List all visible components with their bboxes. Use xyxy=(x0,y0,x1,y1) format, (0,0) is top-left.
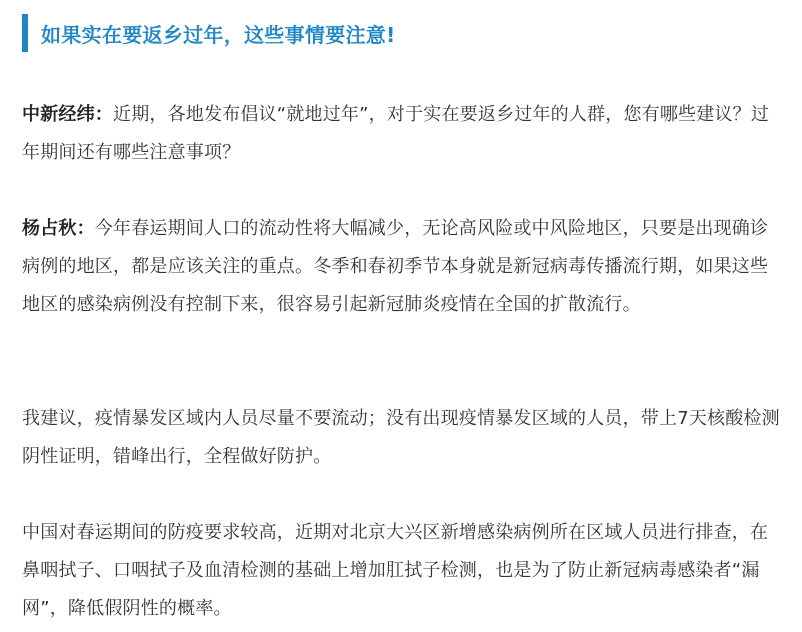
paragraph-text: 今年春运期间人口的流动性将大幅减少，无论高风险或中风险地区，只要是出现确诊病例的地区，都是应该关注的重点。冬季和春初季节本身就是新冠病毒传播流行期，如果这些地区的感染病例没有控制下来，很容易引起新冠肺炎疫情在全国的扩散流行。 xyxy=(22,218,769,315)
section-header xyxy=(22,14,396,52)
speaker-label: 中新经纬： xyxy=(22,104,113,125)
paragraph-suggestion xyxy=(22,400,782,476)
paragraph-text: 我建议，疫情暴发区域内人员尽量不要流动；没有出现疫情暴发区域的人员，带上7天核酸检测阴性证明，错峰出行，全程做好防护。 xyxy=(22,408,780,467)
paragraph-answer xyxy=(22,210,782,324)
paragraph-text: 中国对春运期间的防疫要求较高，近期对北京大兴区新增感染病例所在区域人员进行排查，在鼻咽拭子、口咽拭子及血清检测的基础上增加肛拭子检测，也是为了防止新冠病毒感染者“漏网”，降低假阴性的概率。 xyxy=(22,522,769,619)
paragraph-screening xyxy=(22,514,782,628)
section-title: 如果实在要返乡过年，这些事情要注意! xyxy=(41,22,396,47)
speaker-label: 杨占秋： xyxy=(22,218,95,239)
paragraph-text: 近期，各地发布倡议“就地过年”，对于实在要返乡过年的人群，您有哪些建议？过年期间还有哪些注意事项？ xyxy=(22,104,770,163)
accent-bar xyxy=(22,14,28,52)
paragraph-question xyxy=(22,96,782,172)
